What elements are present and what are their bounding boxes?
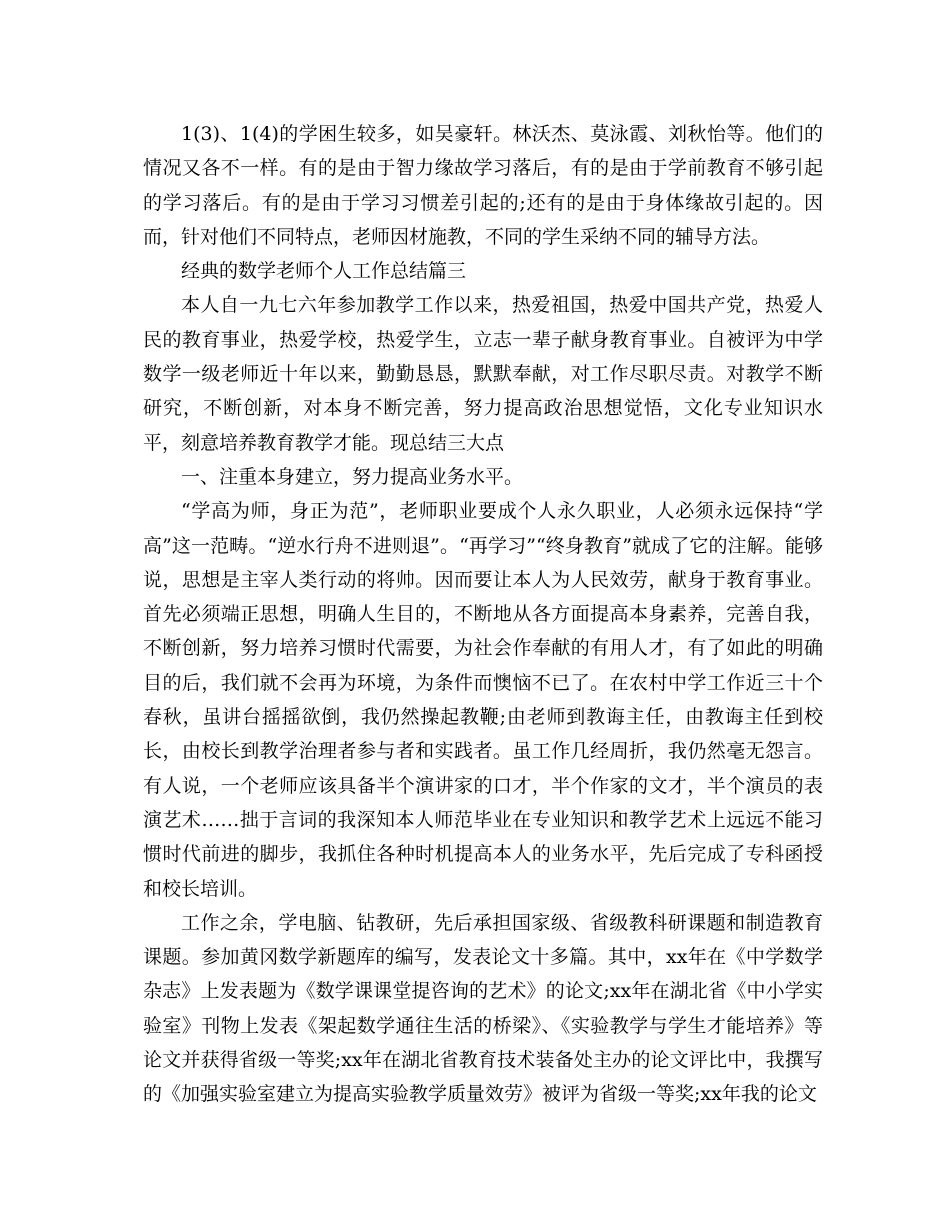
section-heading-part-three: 经典的数学老师个人工作总结篇三	[181, 260, 467, 283]
document-body	[143, 117, 823, 1112]
paragraph-self-introduction: 本人自一九七六年参加教学工作以来，热爱祖国，热爱中国共产党，热爱人民的教育事业，热爱学校，热爱学生，立志一辈子献身教育事业。自被评为中学数学一级老师近十年以来，勤勤恳恳，默默奉献，对工作尽职尽责。对教学不断研究，不断创新，对本身不断完善，努力提高政治思想觉悟，文化专业知识水平，刻意培养教育教学才能。现总结三大点	[143, 294, 823, 454]
subheading-self-improvement: 一、注重本身建立，努力提高业务水平。	[181, 465, 524, 488]
paragraph-teacher-philosophy: “学高为师，身正为范”，老师职业要成个人永久职业，人必须永远保持“学高”这一范畴。“逆水行舟不进则退”。“再学习”“终身教育”就成了它的注解。能够说，思想是主宰人类行动的将帅。因而要让本人为人民效劳，献身于教育事业。首先必须端正思想，明确人生目的，不断地从各方面提高本身素养，完善自我，不断创新，努力培养习惯时代需要，为社会作奉献的有用人才，有了如此的明确目的后，我们就不会再为环境，为条件而懊恼不已了。在农村中学工作近三十个春秋，虽讲台摇摇欲倒，我仍然操起教鞭;由老师到教诲主任，由教诲主任到校长，由校长到教学治理者参与者和实践者。虽工作几经周折，我仍然毫无怨言。有人说，一个老师应该具备半个演讲家的口才，半个作家的文才，半个演员的表演艺术……拙于言词的我深知本人师范毕业在专业知识和教学艺术上远远不能习惯时代前进的脚步，我抓住各种时机提高本人的业务水平，先后完成了专科函授和校长培训。	[143, 500, 823, 900]
paragraph-learning-difficulties: 1(3)、1(4)的学困生较多，如吴豪轩。林沃杰、莫泳霞、刘秋怡等。他们的情况又各不一样。有的是由于智力缘故学习落后，有的是由于学前教育不够引起的学习落后。有的是由于学习习惯差引起的;还有的是由于身体缘故引起的。因而，针对他们不同特点，老师因材施教，不同的学生采纳不同的辅导方法。	[143, 123, 823, 248]
paragraph-research-publications: 工作之余，学电脑、钻教研，先后承担国家级、省级教科研课题和制造教育课题。参加黄冈数学新题库的编写，发表论文十多篇。其中，xx年在《中学数学杂志》上发表题为《数学课课堂提咨询的艺术》的论文;xx年在湖北省《中小学实验室》刊物上发表《架起数学通往生活的桥梁》、《实验教学与学生才能培养》等论文并获得省级一等奖;xx年在湖北省教育技术装备处主办的论文评比中，我撰写的《加强实验室建立为提高实验教学质量效劳》被评为省级一等奖;xx年我的论文	[143, 911, 823, 1106]
